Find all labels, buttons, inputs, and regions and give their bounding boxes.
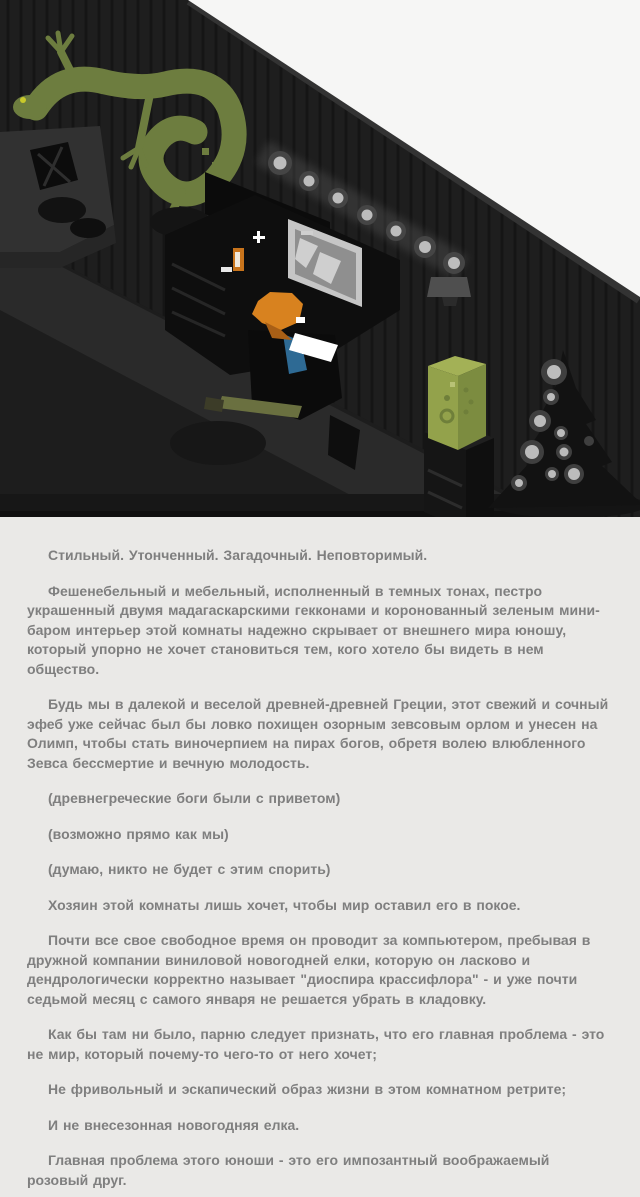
dresser-side	[466, 438, 494, 517]
story-paragraph: Фешенебельный и мебельный, исполненный в темных тонах, пестро украшенный двумя мадагаскарскими гекконами и коронованный зеленым мини-баром интерьер этой комнаты надежно скрывает от внешнего мира юношу, который упорно не хочет становиться тем, кого хотело бы видеть в нем общество.	[27, 582, 600, 677]
green-minibar	[428, 356, 486, 450]
story-paragraph: (думаю, никто не будет с этим спорить)	[48, 861, 331, 877]
couch	[0, 126, 116, 268]
story-paragraph: Будь мы в далекой и веселой древней-древней Греции, этот свежий и сочный эфеб уже сейчас был бы ловко похищен озорным зевсовым орлом и унесен на Олимп, чтобы стать виночерпием на пирах богов, обретя волею влюбленного Зевса бессмертие и вечную молодость.	[27, 696, 609, 771]
gecko-eye	[20, 97, 26, 103]
minibar-side	[458, 364, 486, 450]
gecko-head	[13, 95, 47, 119]
story-paragraph: Хозяин этой комнаты лишь хочет, чтобы мир оставил его в покое.	[48, 896, 521, 913]
gecko-spot	[202, 148, 209, 155]
story-paragraph: Стильный. Утонченный. Загадочный. Неповторимый.	[48, 547, 428, 563]
boy-collar	[296, 317, 305, 323]
story-paragraph: Не фривольный и эскапический образ жизни в этом комнатном ретрите;	[48, 1081, 567, 1097]
game-viewport[interactable]	[0, 0, 640, 517]
under-desk-shadow	[170, 421, 266, 465]
gecko-spot	[212, 162, 218, 168]
story-paragraph: И не внесезонная новогодняя елка.	[48, 1116, 300, 1133]
minibar-front	[428, 366, 458, 450]
story-paragraph: Главная проблема этого юноши - это его импозантный воображаемый розовый друг.	[27, 1152, 550, 1188]
story-paragraph: (древнегреческие боги были с приветом)	[48, 790, 341, 806]
story-paragraph: Как бы там ни было, парню следует признать, что его главная проблема - это не мир, который почему-то чего-то от него хочет;	[27, 1026, 605, 1062]
story-paragraph: Почти все свое свободное время он проводит за компьютером, пребывая в дружной компании виниловой новогодней елки, которую он ласково и дендрологически корректно называет "диоспира крассифлора" - и уже почти седьмой месяц с самого января не решается убрать в кладовку.	[27, 932, 591, 1007]
story-paragraph: (возможно прямо как мы)	[48, 825, 229, 842]
narration-panel	[0, 517, 640, 1197]
